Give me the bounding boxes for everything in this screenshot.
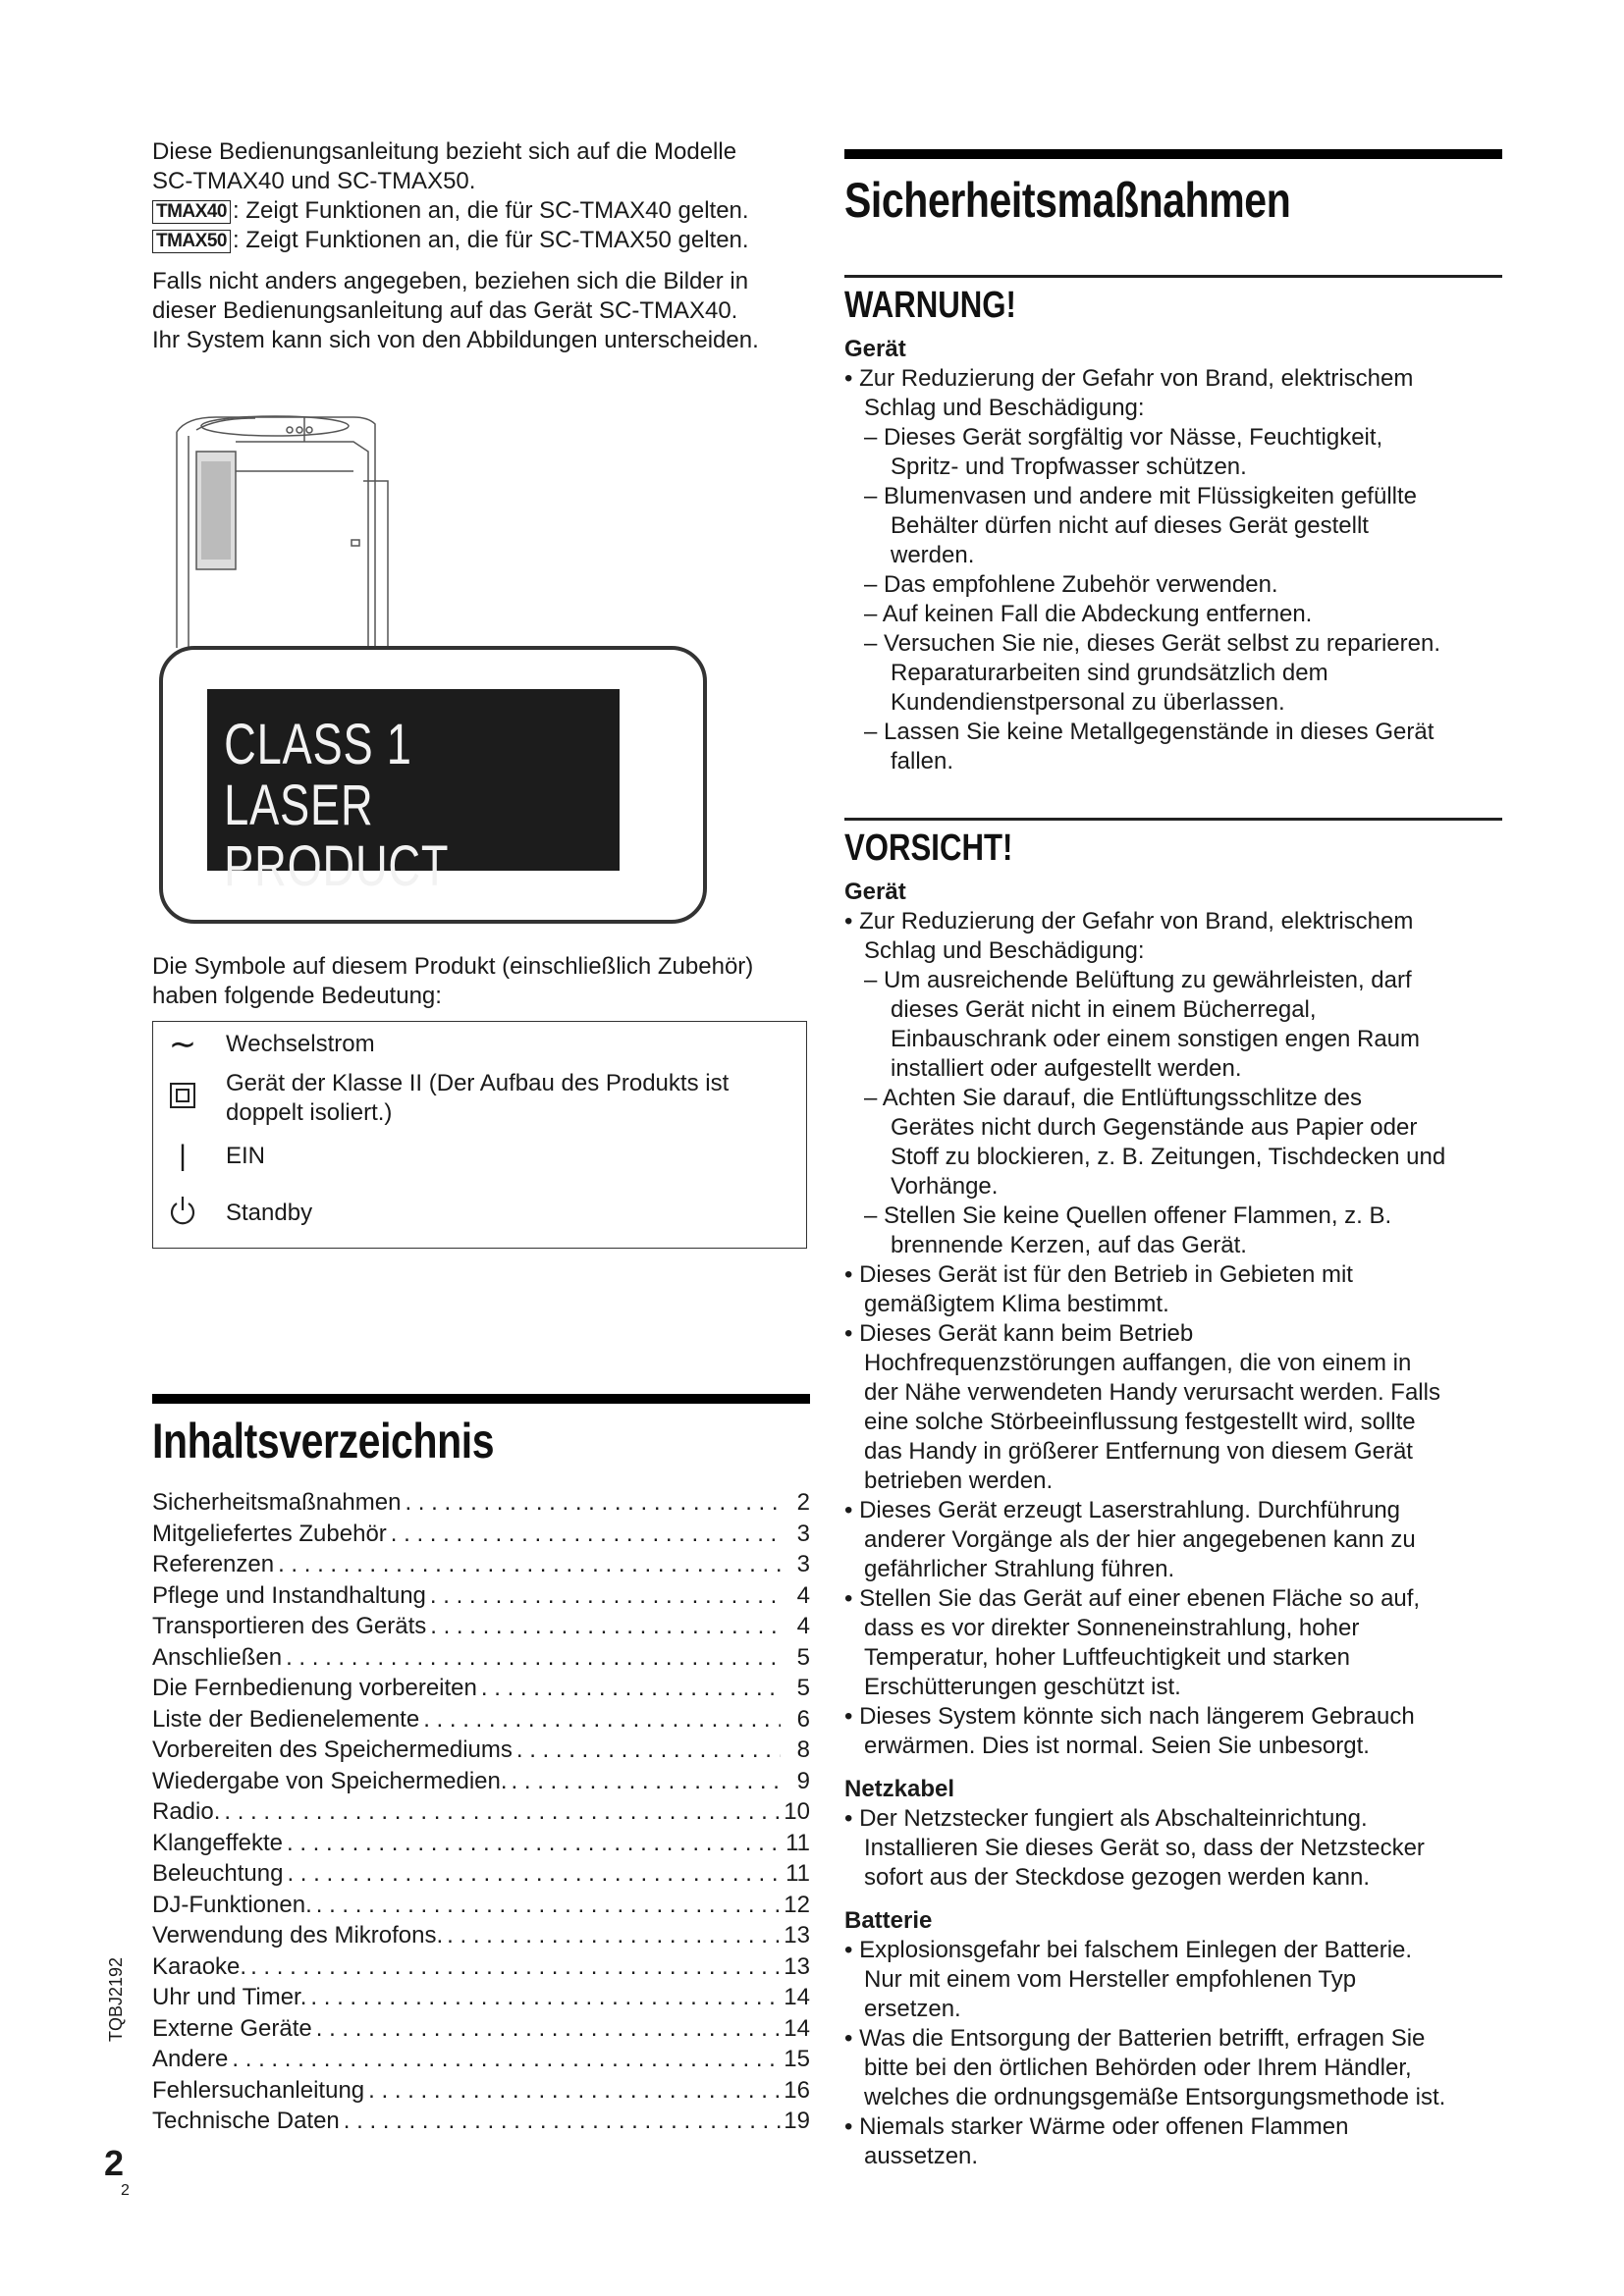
toc-entry-title: Fehlersuchanleitung [152, 2076, 365, 2104]
toc-entry-title: Externe Geräte [152, 2014, 312, 2042]
toc-entry[interactable] [152, 2013, 810, 2045]
toc-entry-page: 13 [784, 1952, 810, 1980]
text-line: – Blumenvasen und andere mit Flüssigkeiten gefüllte [864, 483, 1417, 509]
model-tag-text: : Zeigt Funktionen an, die für SC-TMAX50 gelten. [232, 227, 749, 253]
warning-subheading: Gerät [844, 336, 906, 362]
text-line: Temperatur, hoher Luftfeuchtigkeit und starken [864, 1644, 1350, 1671]
toc-entry-title: Referenzen [152, 1551, 275, 1577]
text-line: betrieben werden. [864, 1468, 1054, 1494]
text-line: – Stellen Sie keine Quellen offener Flammen, z. B. [864, 1202, 1392, 1229]
intro-line: SC-TMAX40 und SC-TMAX50. [152, 168, 476, 194]
toc-entry-title: Sicherheitsmaßnahmen [152, 1489, 402, 1516]
table-of-contents [152, 1487, 810, 2137]
toc-entry[interactable] [152, 1549, 810, 1580]
text-line: bitte bei den örtlichen Behörden oder Ihrem Händler, [864, 2055, 1412, 2081]
text-line: • Dieses System könnte sich nach längerem Gebrauch [844, 1703, 1415, 1730]
text-line: Spritz- und Tropfwasser schützen. [891, 454, 1247, 480]
warning-rule [844, 275, 1502, 278]
toc-entry[interactable] [152, 1982, 810, 2013]
text-line: Einbauschrank oder einem sonstigen engen Raum [891, 1026, 1421, 1052]
toc-entry-page: 16 [784, 2076, 810, 2104]
toc-entry-page: 5 [796, 1643, 810, 1671]
toc-entry-page: 15 [784, 2046, 810, 2072]
intro [152, 137, 810, 355]
laser-class-plate [207, 689, 620, 898]
toc-entry-title: Technische Daten [152, 2108, 340, 2134]
text-line: • Dieses Gerät erzeugt Laserstrahlung. Durchführung [844, 1497, 1401, 1523]
toc-entry[interactable] [152, 1796, 810, 1828]
laser-class-label [159, 646, 707, 924]
text-line: • Zur Reduzierung der Gefahr von Brand, elektrischem [844, 908, 1414, 934]
model-tag-line [152, 226, 810, 255]
text-line: ersetzen. [864, 1996, 961, 2022]
text-line: Gerätes nicht durch Gegenstände aus Papier oder [891, 1114, 1418, 1141]
intro-para-line: Falls nicht anders angegeben, beziehen sich die Bilder in [152, 268, 749, 294]
text-line: – Versuchen Sie nie, dieses Gerät selbst zu reparieren. [864, 630, 1440, 657]
symbol-label-line: Gerät der Klasse II (Der Aufbau des Produkts ist [226, 1070, 730, 1096]
toc-entry-page: 4 [796, 1581, 810, 1609]
toc-entry-title: Uhr und Timer. [152, 1984, 307, 2010]
toc-leader-dots [426, 1611, 781, 1642]
intro-line: Diese Bedienungsanleitung bezieht sich auf die Modelle [152, 138, 737, 165]
text-line: • Stellen Sie das Gerät auf einer ebenen Fläche so auf, [844, 1585, 1421, 1612]
symbol-label [226, 1069, 795, 1128]
text-line: • Niemals starker Wärme oder offenen Flammen [844, 2113, 1349, 2140]
text-line: – Dieses Gerät sorgfältig vor Nässe, Feuchtigkeit, [864, 424, 1383, 451]
toc-entry[interactable] [152, 1920, 810, 1951]
toc-entry[interactable] [152, 1858, 810, 1890]
toc-entry[interactable] [152, 1642, 810, 1674]
text-line: aussetzen. [864, 2143, 979, 2169]
toc-entry-title: Anschließen [152, 1643, 283, 1671]
toc-entry-page: 19 [784, 2108, 810, 2134]
toc-leader-dots [508, 1766, 781, 1797]
text-line: Reparaturarbeiten sind grundsätzlich dem [891, 660, 1328, 686]
toc-header [152, 1394, 810, 1470]
toc-leader-dots [401, 1487, 781, 1519]
text-line: dass es vor direkter Sonneneinstrahlung, hoher [864, 1615, 1360, 1641]
laser-class-line1: CLASS 1 [224, 713, 412, 776]
text-line: • Explosionsgefahr bei falschem Einlegen der Batterie. [844, 1937, 1413, 1963]
toc-entry[interactable] [152, 1704, 810, 1735]
text-line: Installieren Sie dieses Gerät so, dass der Netzstecker [864, 1835, 1425, 1861]
toc-leader-dots [246, 1951, 781, 1983]
model-tag-line [152, 196, 810, 226]
text-line: Nur mit einem vom Hersteller empfohlenen Typ [864, 1966, 1357, 1993]
page-number: 2 [104, 2143, 125, 2183]
laser-class-line2: LASER PRODUCT [224, 774, 450, 898]
text-line: Vorhänge. [891, 1173, 999, 1200]
toc-leader-dots [274, 1549, 781, 1580]
text-line: Kundendienstpersonal zu überlassen. [891, 689, 1285, 716]
document-code: TQBJ2192 [106, 1956, 126, 2042]
toc-entry-page: 9 [796, 1767, 810, 1794]
text-line: – Um ausreichende Belüftung zu gewährleisten, darf [864, 967, 1412, 993]
toc-entry[interactable] [152, 1611, 810, 1642]
text-line: fallen. [891, 748, 954, 774]
text-line: – Auf keinen Fall die Abdeckung entfernen. [864, 601, 1313, 627]
toc-leader-dots [228, 2044, 781, 2075]
toc-entry[interactable] [152, 1828, 810, 1859]
text-line: welches die ordnungsgemäße Entsorgungsmethode ist. [864, 2084, 1446, 2110]
text-line: • Zur Reduzierung der Gefahr von Brand, elektrischem [844, 365, 1414, 392]
toc-leader-dots [282, 1642, 781, 1674]
text-line: • Was die Entsorgung der Batterien betrifft, erfragen Sie [844, 2025, 1426, 2052]
toc-entry[interactable] [152, 1890, 810, 1921]
toc-entry-page: 14 [784, 1984, 810, 2010]
safety-title: Sicherheitsmaßnahmen [844, 173, 1291, 228]
power-cord-subheading: Netzkabel [844, 1776, 955, 1802]
toc-leader-dots [419, 1704, 781, 1735]
model-tag-tmax40: TMAX40 [152, 200, 231, 224]
text-line: Schlag und Beschädigung: [864, 937, 1145, 964]
toc-entry[interactable] [152, 1673, 810, 1704]
text-line: eine solche Störbeeinflussung festgestellt wird, sollte [864, 1409, 1416, 1435]
symbol-label: Standby [226, 1200, 313, 1226]
text-line: installiert oder aufgestellt werden. [891, 1055, 1242, 1082]
toc-entry-page: 14 [784, 2014, 810, 2042]
intro-para-line: dieser Bedienungsanleitung auf das Gerät SC-TMAX40. [152, 297, 738, 324]
toc-entry-page: 11 [785, 1829, 810, 1856]
symbols-intro [152, 952, 810, 1011]
toc-entry-page: 10 [784, 1798, 810, 1825]
toc-leader-dots [312, 2013, 781, 2045]
text-line: gefährlicher Strahlung führen. [864, 1556, 1175, 1582]
text-line: werden. [891, 542, 975, 568]
toc-entry-title: Mitgeliefertes Zubehör [152, 1520, 387, 1547]
text-line: brennende Kerzen, auf das Gerät. [891, 1232, 1247, 1258]
symbol-label: Wechselstrom [226, 1031, 375, 1057]
toc-entry-title: Radio. [152, 1798, 221, 1825]
toc-entry[interactable] [152, 1951, 810, 1983]
alternating-current-icon: ∼ [168, 1026, 197, 1063]
toc-leader-dots [312, 1890, 781, 1921]
toc-entry-title: Vorbereiten des Speichermediums [152, 1736, 513, 1763]
text-line: Schlag und Beschädigung: [864, 395, 1145, 421]
toc-leader-dots [306, 1982, 781, 2013]
toc-entry-title: Liste der Bedienelemente [152, 1705, 420, 1733]
text-line: erwärmen. Dies ist normal. Seien Sie unbesorgt. [864, 1733, 1370, 1759]
toc-leader-dots [364, 2075, 781, 2107]
text-line: Stoff zu blockieren, z. B. Zeitungen, Tischdecken und [891, 1144, 1446, 1170]
symbol-label: EIN [226, 1143, 266, 1169]
text-line: • Der Netzstecker fungiert als Abschalteinrichtung. [844, 1805, 1368, 1832]
toc-leader-dots [426, 1580, 781, 1612]
toc-leader-dots [283, 1858, 781, 1890]
toc-entry-page: 2 [796, 1489, 810, 1516]
toc-leader-dots [387, 1519, 781, 1550]
toc-entry-title: Klangeffekte [152, 1829, 283, 1856]
toc-entry-title: Wiedergabe von Speichermedien. [152, 1767, 508, 1794]
toc-bar [152, 1394, 810, 1404]
symbol-label-line: doppelt isoliert.) [226, 1099, 393, 1126]
toc-leader-dots [340, 2106, 781, 2137]
class-ii-icon [163, 1083, 202, 1116]
warning-heading: WARNUNG! [844, 285, 1016, 326]
toc-entry-title: Pflege und Instandhaltung [152, 1581, 426, 1609]
toc-entry-page: 6 [796, 1705, 810, 1733]
toc-entry-title: Transportieren des Geräts [152, 1613, 427, 1639]
text-line: – Lassen Sie keine Metallgegenstände in dieses Gerät [864, 719, 1435, 745]
toc-title: Inhaltsverzeichnis [152, 1414, 495, 1468]
text-line: das Handy in größerer Entfernung von diesem Gerät [864, 1438, 1413, 1465]
toc-entry-title: Beleuchtung [152, 1860, 284, 1887]
caution-rule [844, 818, 1502, 821]
toc-entry-page: 12 [784, 1891, 810, 1918]
toc-entry[interactable] [152, 2106, 810, 2137]
text-line: Hochfrequenzstörungen auffangen, die von einem in [864, 1350, 1412, 1376]
toc-entry[interactable] [152, 2044, 810, 2075]
text-line: Erschütterungen geschützt ist. [864, 1674, 1181, 1700]
text-line: • Dieses Gerät ist für den Betrieb in Gebieten mit [844, 1261, 1353, 1288]
symbols-legend [152, 1021, 807, 1249]
battery-subheading: Batterie [844, 1907, 933, 1934]
toc-entry-page: 4 [796, 1613, 810, 1639]
toc-entry[interactable] [152, 1766, 810, 1797]
toc-entry[interactable] [152, 2075, 810, 2107]
safety-section [844, 149, 1502, 2171]
toc-entry[interactable] [152, 1580, 810, 1612]
toc-entry-title: Die Fernbedienung vorbereiten [152, 1675, 477, 1701]
standby-icon [163, 1195, 202, 1236]
model-tag-tmax50: TMAX50 [152, 230, 231, 253]
symbols-intro-line: haben folgende Bedeutung: [152, 983, 442, 1009]
toc-leader-dots [477, 1673, 781, 1704]
text-line: der Nähe verwendeten Handy verursacht werden. Falls [864, 1379, 1440, 1406]
toc-entry[interactable] [152, 1735, 810, 1766]
toc-entry-page: 8 [796, 1736, 810, 1763]
page-number-small: 2 [121, 2182, 130, 2199]
toc-entry-page: 11 [785, 1860, 810, 1887]
safety-bar [844, 149, 1502, 159]
toc-entry-title: Andere [152, 2046, 229, 2072]
toc-entry-title: DJ-Funktionen. [152, 1891, 312, 1918]
toc-leader-dots [220, 1796, 781, 1828]
toc-entry[interactable] [152, 1487, 810, 1519]
text-line: Behälter dürfen nicht auf dieses Gerät gestellt [891, 512, 1369, 539]
text-line: gemäßigtem Klima bestimmt. [864, 1291, 1169, 1317]
toc-entry-title: Karaoke. [152, 1952, 247, 1980]
text-line: – Achten Sie darauf, die Entlüftungsschlitze des [864, 1085, 1362, 1111]
toc-leader-dots [283, 1828, 781, 1859]
toc-entry-page: 3 [796, 1520, 810, 1547]
toc-entry-page: 5 [796, 1675, 810, 1701]
toc-leader-dots [443, 1920, 781, 1951]
toc-entry[interactable] [152, 1519, 810, 1550]
text-line: • Dieses Gerät kann beim Betrieb [844, 1320, 1194, 1347]
toc-entry-title: Verwendung des Mikrofons. [152, 1922, 444, 1949]
toc-leader-dots [513, 1735, 781, 1766]
caution-subheading: Gerät [844, 879, 906, 905]
symbols-intro-line: Die Symbole auf diesem Produkt (einschließlich Zubehör) [152, 953, 754, 980]
power-on-icon: | [179, 1140, 187, 1172]
text-line: sofort aus der Steckdose gezogen werden kann. [864, 1864, 1370, 1891]
caution-heading: VORSICHT! [844, 828, 1013, 869]
text-line: – Das empfohlene Zubehör verwenden. [864, 571, 1278, 598]
toc-entry-page: 3 [796, 1551, 810, 1577]
text-line: anderer Vorgänge als der hier angegebenen kann zu [864, 1526, 1416, 1553]
toc-entry-page: 13 [784, 1922, 810, 1949]
model-tag-text: : Zeigt Funktionen an, die für SC-TMAX40 gelten. [232, 197, 749, 224]
text-line: dieses Gerät nicht in einem Bücherregal, [891, 996, 1317, 1023]
intro-para-line: Ihr System kann sich von den Abbildungen unterscheiden. [152, 327, 759, 353]
